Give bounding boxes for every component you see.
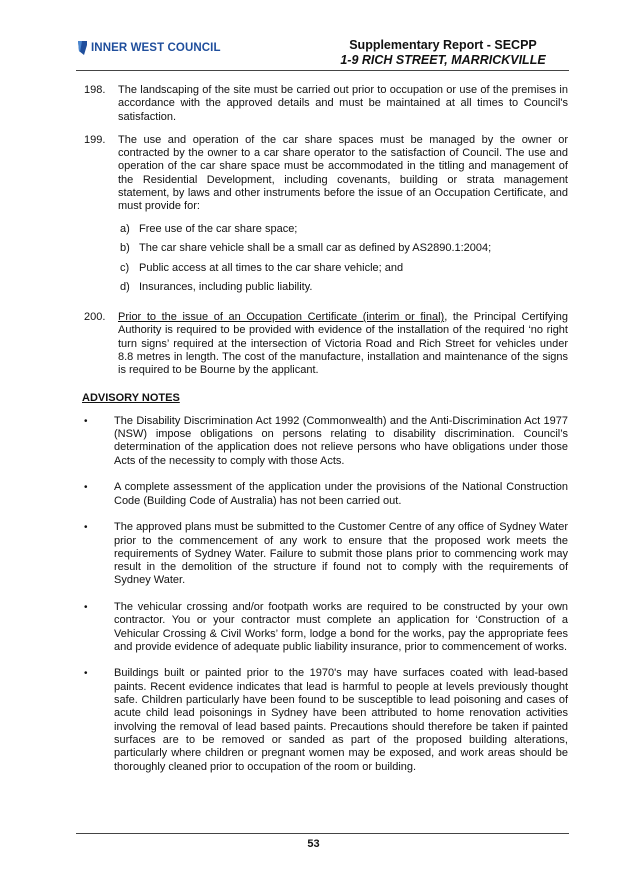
bullet-icon: • — [84, 482, 88, 494]
advisory-note-text: A complete assessment of the application under the provisions of the National Construction Code (Building Code of Australia) has not been carried out. — [114, 481, 568, 507]
page-header — [0, 0, 627, 80]
council-logo — [76, 40, 221, 56]
condition-200 — [84, 311, 568, 377]
condition-number: 200. — [84, 311, 106, 324]
list-item — [118, 223, 568, 236]
bullet-icon: • — [84, 601, 88, 613]
bullet-icon: • — [84, 668, 88, 680]
subitem-letter: b) — [120, 242, 130, 255]
footer-divider — [76, 833, 569, 834]
list-item — [118, 242, 568, 255]
header-divider — [76, 70, 569, 71]
condition-199 — [84, 134, 568, 301]
condition-underlined-text: Prior to the issue of an Occupation Certificate (interim or final) — [118, 311, 445, 324]
condition-198 — [84, 84, 568, 124]
list-item — [118, 281, 568, 294]
logo-text: INNER WEST COUNCIL — [91, 42, 221, 54]
condition-subitems — [118, 223, 568, 295]
advisory-note-text: Buildings built or painted prior to the 1970's may have surfaces coated with lead-based paints. Recent evidence indicates that lead is harmful to people at levels previously thought safe. Children particularly have been found to be susceptible to lead poisoning and cases of acute child lead poisonings in Sydney have been attributed to home renovation activities involving the removal of lead based paints. Precautions should therefore be taken if painted surfaces are to be removed or sanded as part of the proposed building alterations, particularly where children or pregnant women may be exposed, and work areas should be thoroughly cleaned prior to occupation of the room or building. — [114, 667, 568, 773]
subitem-letter: c) — [120, 261, 130, 274]
condition-text: The landscaping of the site must be carried out prior to occupation or use of the premises in accordance with the approved details and must be maintained at all times to Council's satisfaction. — [118, 84, 568, 123]
list-item — [82, 667, 568, 773]
list-item — [82, 601, 568, 654]
subitem-text: Public access at all times to the car share vehicle; and — [139, 261, 404, 274]
advisory-note-text: The Disability Discrimination Act 1992 (Commonwealth) and the Anti-Discrimination Act 1977 (NSW) impose obligations on persons relating to disability discrimination. Council’s determination of the application does not relieve persons who have obligations under those Acts of the necessity to comply with those Acts. — [114, 414, 568, 467]
subitem-text: The car share vehicle shall be a small car as defined by AS2890.1:2004; — [139, 242, 492, 255]
list-item — [82, 415, 568, 468]
council-logo-icon — [76, 40, 88, 56]
advisory-note-text: The vehicular crossing and/or footpath works are required to be constructed by your own contractor. You or your contractor must complete an application for ‘Construction of a Vehicular Crossing & Civil Works’ form, lodge a bond for the works, pay the appropriate fees and provide evidence of adequate public liability insurance, prior to commencement of works. — [114, 600, 568, 653]
condition-number: 198. — [84, 84, 106, 96]
document-body — [84, 84, 568, 787]
page-number: 53 — [307, 838, 320, 850]
report-title-block — [323, 38, 563, 68]
advisory-notes-list — [82, 415, 568, 774]
list-item — [118, 262, 568, 275]
report-title: Supplementary Report - SECPP — [349, 38, 537, 52]
list-item — [82, 481, 568, 508]
subitem-letter: d) — [120, 281, 130, 294]
condition-text-rest: , the Principal Certifying Authority is required to be provided with evidence of the installation of the required ‘no right turn signs’ required at the intersection of Victoria Road and Rich Street for vehicles under 8.8 metres in length. The cost of the manufacture, installation and maintenance of the signs is required to be Bourne by the applicant. — [118, 311, 568, 377]
bullet-icon: • — [84, 522, 88, 534]
condition-text — [118, 311, 568, 377]
advisory-notes-heading: ADVISORY NOTES — [82, 391, 180, 404]
condition-text: The use and operation of the car share spaces must be managed by the owner or contracted by the owner to a car share operator to the satisfaction of Council. The use and operation of the car share space must be accommodated in the titling and management of the Residential Development, including covenants, building or strata management statement, by laws and other instruments before the issue of an Occupation Certificate, and must provide for: — [118, 133, 568, 213]
subitem-letter: a) — [120, 222, 130, 235]
list-item — [82, 521, 568, 587]
advisory-note-text: The approved plans must be submitted to the Customer Centre of any office of Sydney Water prior to the commencement of any work to ensure that the proposed work meets the requirements of Sydney Water. Failure to submit those plans prior to commencing work may result in the demolition of the structure if found not to comply with the requirements of Sydney Water. — [114, 521, 568, 587]
bullet-icon: • — [84, 415, 88, 427]
report-address: 1-9 RICH STREET, MARRICKVILLE — [340, 53, 546, 67]
subitem-text: Insurances, including public liability. — [139, 281, 313, 294]
condition-number: 199. — [84, 133, 106, 146]
subitem-text: Free use of the car share space; — [139, 222, 298, 235]
